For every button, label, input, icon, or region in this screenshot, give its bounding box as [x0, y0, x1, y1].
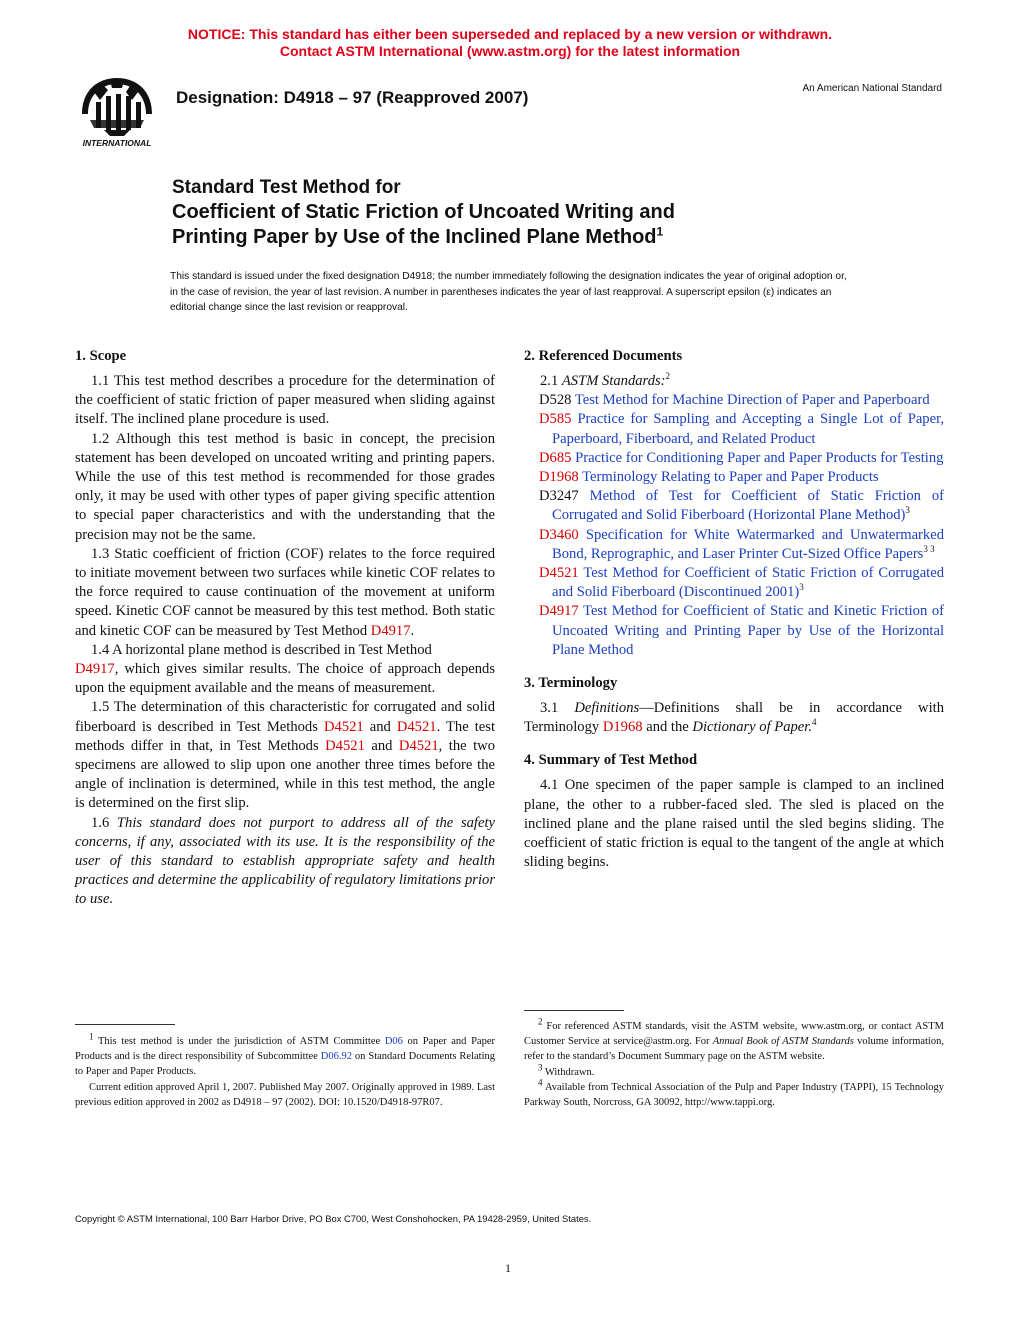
scope-1-5-and-2: and [364, 737, 399, 754]
reference-item [524, 468, 944, 487]
reference-item [524, 526, 944, 564]
reference-code-link[interactable]: D528 [539, 392, 572, 409]
terminology-text: —Definitions shall be in accordance with Terminology [524, 700, 945, 736]
scope-1-1: 1.1 This test method describes a procedure for the determination of the coefficient of static friction of paper measured when sliding against itself. The inclined plane procedure is used. [75, 373, 495, 428]
link-d06[interactable]: D06 [384, 1036, 403, 1047]
scope-1-5 [75, 698, 495, 813]
ref-intro-sup: 2 [665, 371, 671, 382]
footnote-1-mark: 1 [89, 1031, 94, 1042]
reference-title-link[interactable]: Terminology Relating to Paper and Paper Products [582, 469, 879, 486]
reference-title-link[interactable]: Practice for Sampling and Accepting a Single Lot of Paper, Paperboard, Fiberboard, and Related Product [552, 411, 944, 447]
reference-code-link[interactable]: D1968 [539, 469, 579, 486]
footnote-divider-left [75, 1024, 175, 1025]
footnote-2-text-2: volume information, refer to the standard’s Document Summary page on the ASTM website. [524, 1036, 944, 1063]
annual-book-title: Annual Book of ASTM Standards [712, 1036, 854, 1048]
footnote-4 [524, 1077, 944, 1110]
reference-code-link[interactable]: D685 [539, 449, 572, 466]
scope-1-6 [75, 814, 495, 910]
page-number: 1 [505, 1261, 511, 1275]
reference-item [524, 391, 944, 410]
footnote-1-text-2: on Paper and Paper Products and is the direct responsibility of Subcommittee [75, 1036, 495, 1063]
footnote-2 [524, 1016, 944, 1065]
scope-1-5-text-3: , the two specimens are allowed to slip upon one another three times before the angle of inclination is determined, while in this test method, the angle is determined on the first slip. [75, 737, 495, 812]
reference-title-link[interactable]: Test Method for Coefficient of Static and Kinetic Friction of Uncoated Writing and Printing Paper by Use of the Horizontal Plane Method [552, 603, 944, 658]
scope-1-2: 1.2 Although this test method is basic in concept, the precision statement has been developed on uncoated writing and printing papers. While the use of this test method is recommended for those grades only, it may be used with other types of paper giving specific attention to special paper characteristics and with the understanding that the precision may not be the same. [75, 430, 495, 543]
footnote-1-edition: Current edition approved April 1, 2007. Published May 2007. Originally approved in 1989. Last previous edition approved in 2002 as D4918 – 97 (2002). DOI: 10.1520/D4918-97R07. [75, 1081, 495, 1108]
safety-statement: This standard does not purport to address all of the safety concerns, if any, associated with its use. It is the responsibility of the user of this standard to establish appropriate safety and health practices and determine the applicability of regulatory limitations prior to use. [75, 814, 495, 908]
dictionary-of-paper: Dictionary of Paper. [692, 719, 812, 736]
astm-standards-intro [524, 372, 944, 391]
title-footnote-mark: 1 [656, 224, 664, 239]
reference-item [524, 449, 944, 468]
terminology-sup: 4 [812, 717, 817, 728]
link-d1968[interactable]: D1968 [602, 719, 643, 736]
footnote-2-mark: 2 [538, 1016, 543, 1027]
reference-footnote-mark: 3 [905, 505, 910, 516]
scope-1-5-text-2: . The test methods differ in that, in Test Methods [75, 718, 495, 754]
footnote-1-text: This test method is under the jurisdiction of ASTM Committee [93, 1036, 385, 1047]
reference-code-link[interactable]: D4917 [539, 603, 579, 620]
section-scope-heading: 1. Scope [75, 348, 127, 364]
footnote-1 [75, 1031, 495, 1080]
scope-1-6-number: 1.6 [91, 814, 117, 831]
link-d4917[interactable]: D4917 [370, 622, 411, 639]
reference-code-link[interactable]: D4521 [539, 565, 579, 582]
reference-title-link[interactable]: Specification for White Watermarked and Unwatermarked Bond, Reprographic, and Laser Printer Cut-Sized Office Papers [552, 526, 944, 562]
footnote-2-text: For referenced ASTM standards, visit the ASTM website, www.astm.org, or contact ASTM Customer Service at service@astm.org. For [524, 1021, 944, 1048]
copyright-line: Copyright © ASTM International, 100 Barr Harbor Drive, PO Box C700, West Conshohocken, PA 19428-2959, United States. [75, 1213, 592, 1224]
ref-intro-label: ASTM Standards: [561, 373, 666, 389]
reference-title-link[interactable]: Test Method for Coefficient of Static Friction of Corrugated and Solid Fiberboard (Discontinued 2001) [552, 565, 945, 601]
section-terminology-heading: 3. Terminology [524, 675, 618, 692]
reference-title-link[interactable]: Test Method for Machine Direction of Paper and Paperboard [574, 392, 930, 409]
reference-item [524, 564, 944, 602]
scope-1-4 [75, 641, 495, 699]
footnote-3 [524, 1062, 944, 1080]
reference-footnote-mark: 3 3 [923, 543, 935, 554]
link-d06-92[interactable]: D06.92 [320, 1051, 352, 1063]
footnote-4-text: Available from Technical Association of the Pulp and Paper Industry (TAPPI), 15 Technology Parkway South, Norcross, GA 30092, http://www.tappi.org. [524, 1081, 944, 1109]
footnote-4-mark: 4 [538, 1077, 543, 1088]
right-column [524, 347, 944, 872]
title-line-1: Standard Test Method for [172, 177, 401, 198]
document-title [172, 175, 872, 250]
link-d4521[interactable]: D4521 [323, 718, 364, 735]
terminology-text-2: and the [642, 719, 693, 736]
reference-title-link[interactable]: Method of Test for Coefficient of Static Friction of Corrugated and Solid Fiberboard (Horizontal Plane Method) [552, 488, 944, 524]
title-line-3: Printing Paper by Use of the Inclined Plane Method [172, 226, 657, 248]
terminology-3-1 [524, 699, 944, 737]
footnotes-left [75, 1031, 495, 1110]
issue-note: This standard is issued under the fixed designation D4918; the number immediately following the designation indicates the year of original adoption or, in the case of revision, the year of last revision. A number in parentheses indicates the year of last reapproval. A superscript epsilon (ε) indicates an editorial change since the last revision or reapproval. [170, 271, 847, 313]
scope-1-3-text: 1.3 Static coefficient of friction (COF) relates to the force required to initiate movement between two surfaces while kinetic COF relates to the force required to cause continuation of the movement at uniform speed. Kinetic COF cannot be measured by this test method. Both static and kinetic COF can be measured by Test Method [75, 545, 495, 639]
reference-title-link[interactable]: Practice for Conditioning Paper and Paper Products for Testing [575, 449, 944, 466]
designation: Designation: D4918 – 97 (Reapproved 2007) [176, 88, 529, 107]
scope-1-3 [75, 545, 495, 641]
footnotes-right [524, 1016, 944, 1110]
astm-logo-icon [74, 72, 160, 152]
astm-logo [74, 72, 160, 152]
terminology-label: Definitions [574, 700, 640, 717]
notice-line-2: Contact ASTM International (www.astm.org) for the latest information [279, 43, 741, 59]
title-line-2: Coefficient of Static Friction of Uncoated Writing and [172, 201, 675, 223]
scope-1-4-end: , which gives similar results. The choice of approach depends upon the equipment available and the means of measurement. [75, 661, 495, 697]
left-column [75, 347, 495, 910]
section-referenced-documents-heading: 2. Referenced Documents [524, 348, 683, 364]
referenced-documents-list [524, 391, 944, 660]
footnote-1-text-3: on Standard Documents Relating to Paper and Paper Products. [75, 1051, 495, 1078]
link-d4521[interactable]: D4521 [396, 718, 437, 735]
american-national-standard-label: An American National Standard [802, 83, 942, 94]
link-d4917[interactable]: D4917 [75, 661, 115, 678]
footnote-3-text: Withdrawn. [542, 1066, 595, 1078]
reference-footnote-mark: 3 [799, 582, 804, 593]
footnote-divider-right [524, 1010, 624, 1011]
reference-code-link[interactable]: D3460 [539, 526, 579, 543]
terminology-number: 3.1 [540, 700, 575, 717]
reference-item [524, 602, 944, 660]
scope-1-4-text: 1.4 A horizontal plane method is described in Test Method [91, 641, 432, 658]
scope-1-3-end: . [410, 622, 415, 639]
logo-wordmark: INTERNATIONAL [82, 138, 152, 148]
footnote-3-mark: 3 [538, 1062, 543, 1073]
ref-intro-number: 2.1 [540, 373, 562, 389]
summary-4-1: 4.1 One specimen of the paper sample is clamped to an inclined plane, the other to a rubber-faced sled. The sled is placed on the inclined plane and the plane raised until the sled begins sliding. The coefficient of static friction is equal to the tangent of the angle at which sliding begins. [524, 777, 944, 871]
withdrawal-notice [0, 26, 1020, 60]
section-summary-heading: 4. Summary of Test Method [524, 752, 698, 769]
scope-1-5-and: and [363, 718, 397, 735]
link-d4521[interactable]: D4521 [325, 737, 365, 754]
link-d4521[interactable]: D4521 [398, 737, 439, 754]
reference-item [524, 410, 944, 448]
reference-item [524, 487, 944, 525]
notice-line-1: NOTICE: This standard has either been superseded and replaced by a new version or withdrawn. [187, 26, 833, 42]
scope-1-5-text: 1.5 The determination of this characteristic for corrugated and solid fiberboard is described in Test Methods [75, 699, 495, 735]
reference-code-link[interactable]: D585 [539, 411, 572, 428]
reference-code-link[interactable]: D3247 [539, 488, 579, 505]
